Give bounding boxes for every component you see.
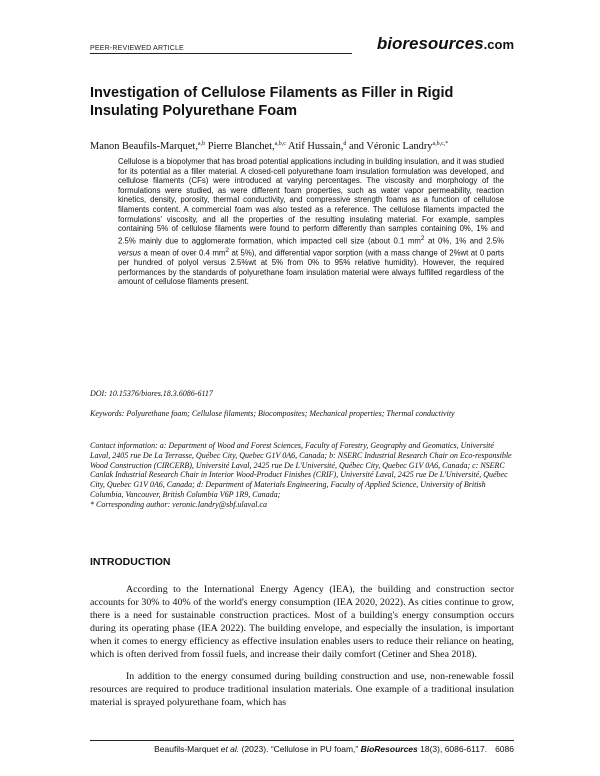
abstract	[118, 157, 504, 287]
footer-citation	[154, 744, 514, 754]
section-heading-introduction: INTRODUCTION	[90, 556, 171, 568]
superscript: 2	[225, 246, 229, 254]
author-affiliation: a,b,c	[274, 141, 286, 147]
site-tld: .com	[483, 37, 514, 52]
abstract-text: at 0%, 1% and 2.5%	[424, 236, 504, 246]
body-paragraph: According to the International Energy Agency (IEA), the building and construction sector accounts for 30% to 40% of the world's energy consumption (IEA 2020, 2022). As cities continue to grow, there is a need for sustainable construction practices. Most of a building's energy consumption occurs during its operating phase (IEA 2022). The building envelope, and especially the insulation, is important when it comes to energy efficiency as effective insulation enables users to reduce their reliance on heating, which is often derived from fossil fuels, and increase their daily comfort (Cetiner and Shea 2018).	[90, 584, 514, 660]
page-header	[90, 34, 514, 56]
journal-site-logo[interactable]	[377, 34, 514, 54]
abstract-text: Cellulose is a biopolymer that has broad potential applications including in building insulation, and it was studied for its potential as a filler material. A closed-cell polyurethane foam insulation formulation was developed, and cellulose filaments (CFs) were introduced at varying percentages. The viscosity and morphology of the formulations were studied, as were different foam properties, such as water vapor permeability, reaction kinetics, density, porosity, thermal conductivity, and compressive strength foams as a function of cellulose filaments content. A commercial foam was also tested as a reference. The cellulose filaments impacted the formulations' viscosity, and all the properties of the resulting insulating material. For example, samples containing 5% of cellulose filaments were found to perform differently than samples containing 0%, 1% and 2.5% mainly due to agglomerate formation, which impacted cell size (about 0.1 mm	[118, 157, 504, 246]
author-name: Pierre Blanchet,	[205, 141, 275, 152]
contact-text: Contact information: a: Department of Wood and Forest Sciences, Faculty of Forestry, Geography and Geomatics, Université Laval, 2405 rue De La Terrasse, Québec City, Quebec G1V 0A6, Canada; b: NSERC Industrial Research Chair on Eco-responsible Wood Construction (CIRCERB), Université Laval, 2425 rue De L'Université, Québec City, Quebec G1V 0A6, Canada; c: NSERC Canlak Industrial Research Chair in Interior Wood-Product Finishes (CRIF), Université Laval, 2425 rue De L'Université, Québec City, Quebec G1V 0A6, Canada; d: Department of Materials Engineering, Faculty of Applied Science, University of British Columbia, Vancouver, British Columbia V6P 1R9, Canada;	[90, 441, 512, 499]
article-type-label: PEER-REVIEWED ARTICLE	[90, 45, 184, 52]
author-list	[90, 140, 520, 153]
site-main: bioresources	[376, 34, 484, 53]
page-number: 6086	[495, 744, 514, 754]
footer-rule	[90, 740, 514, 741]
citation-text-italic: et al.	[220, 744, 240, 754]
citation-text: 18(3), 6086-6117.	[417, 744, 488, 754]
contact-information	[90, 441, 514, 510]
doi-line[interactable]: DOI: 10.15376/biores.18.3.6086-6117	[90, 389, 213, 398]
author-affiliation: a,b,c,*	[432, 141, 449, 147]
author-name: Atif Hussain,	[285, 141, 344, 152]
page-footer	[90, 740, 514, 756]
citation-text: Beaufils-Marquet	[154, 744, 221, 754]
author-name: Manon Beaufils-Marquet,	[90, 141, 198, 152]
author-affiliation: d	[343, 141, 347, 147]
article-title: Investigation of Cellulose Filaments as Filler in Rigid Insulating Polyurethane Foam	[90, 85, 454, 119]
journal-name: BioResources	[360, 744, 418, 754]
author-affiliation: a,b	[197, 141, 206, 147]
corresponding-author[interactable]: * Corresponding author: veronic.landry@sbf.ulaval.ca	[90, 499, 267, 509]
abstract-text: a mean of over 0.4 mm	[140, 248, 226, 258]
abstract-text: at 5%), and differential vapor sorption (with a mass change of 2%wt at 0 parts per hundred of polyol versus 2.5%wt at 5% from 0% to 95% relative humidity). However, the required performances by the standards of polyurethane foam insulation material were always fulfilled regardless of the amount of cellulose filaments present.	[118, 248, 505, 287]
keywords-line: Keywords: Polyurethane foam; Cellulose filaments; Biocomposites; Mechanical properties; Thermal conductivity	[90, 409, 455, 418]
citation-text: (2023). “Cellulose in PU foam,”	[239, 744, 361, 754]
header-rule	[90, 53, 352, 54]
superscript: 2	[420, 234, 425, 242]
body-paragraph: In addition to the energy consumed during building construction and use, non-renewable fossil resources are required to produce traditional insulation materials. One example of a traditional insulation material is sprayed polyurethane foam, which has	[90, 671, 514, 708]
abstract-text-italic: versus	[118, 248, 141, 258]
author-name: and Véronic Landry	[346, 141, 433, 152]
